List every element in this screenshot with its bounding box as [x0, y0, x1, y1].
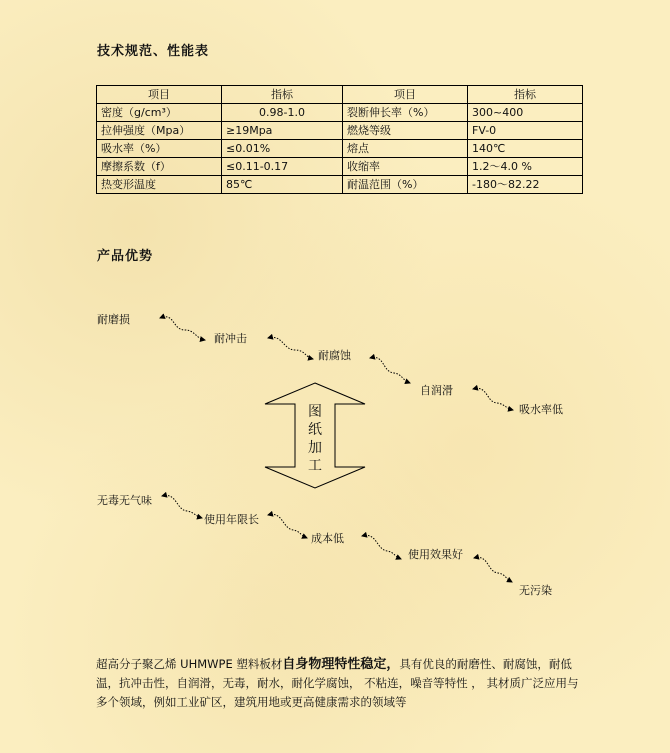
description-rest: 具有优良的耐磨性、耐腐蚀，耐低温，抗冲击性，自润滑，无毒，耐水，耐化学腐蚀， 不粘连，噪音等特性 ， 其材质广泛应用与多个领域，例如工业矿区，建筑用地或更高健康需求的领域等 [96, 657, 579, 709]
spec-section-title: 技术规范、性能表 [97, 44, 210, 59]
table-cell: -180～82.22 [468, 176, 583, 194]
table-header-cell: 指标 [468, 86, 583, 104]
table-header-cell: 项目 [343, 86, 468, 104]
advantage-item: 使用年限长 [204, 513, 259, 526]
table-cell: ≥19Mpa [222, 122, 343, 140]
table-cell: 85℃ [222, 176, 343, 194]
table-cell: ≤0.01% [222, 140, 343, 158]
center-label-char: 加 [308, 440, 322, 456]
table-cell: 140℃ [468, 140, 583, 158]
table-cell: 耐温范围（%） [343, 176, 468, 194]
advantage-item: 耐腐蚀 [318, 349, 351, 362]
table-header-cell: 项目 [97, 86, 222, 104]
table-cell: FV-0 [468, 122, 583, 140]
table-cell: 收缩率 [343, 158, 468, 176]
advantage-item: 使用效果好 [408, 548, 463, 561]
double-arrow-connector [362, 535, 401, 559]
advantage-item: 无毒无气味 [97, 494, 152, 507]
description-emphasis: 自身物理特性稳定， [282, 657, 400, 672]
table-cell: 1.2～4.0 % [468, 158, 583, 176]
double-arrow-connector [474, 557, 512, 582]
table-cell: 裂断伸长率（%） [343, 104, 468, 122]
table-cell: 密度（g/cm³） [97, 104, 222, 122]
advantage-item: 成本低 [311, 532, 344, 545]
table-header-cell: 指标 [222, 86, 343, 104]
double-arrow-connector [473, 388, 513, 410]
table-cell: 拉伸强度（Mpa） [97, 122, 222, 140]
advantage-item: 吸水率低 [519, 403, 563, 416]
double-arrow-connector [160, 317, 205, 340]
table-cell: ≤0.11-0.17 [222, 158, 343, 176]
center-label-char: 工 [308, 458, 322, 474]
table-cell: 吸水率（%） [97, 140, 222, 158]
table-cell: 热变形温度 [97, 176, 222, 194]
advantage-item: 无污染 [519, 584, 552, 597]
description-paragraph [96, 655, 586, 712]
double-arrow-connector [268, 514, 307, 538]
center-label-char: 纸 [308, 422, 322, 438]
advantage-item: 耐磨损 [97, 313, 130, 326]
table-cell: 摩擦系数（f） [97, 158, 222, 176]
double-arrow-connector [268, 337, 313, 359]
advantage-item: 耐冲击 [214, 332, 247, 345]
table-cell: 0.98-1.0 [222, 104, 343, 122]
table-cell: 300~400 [468, 104, 583, 122]
double-arrow-connector [162, 495, 202, 518]
table-cell: 熔点 [343, 140, 468, 158]
center-label-char: 图 [308, 404, 322, 420]
table-cell: 燃烧等级 [343, 122, 468, 140]
advantage-item: 自润滑 [420, 384, 453, 397]
description-prefix: 超高分子聚乙烯 UHMWPE 塑料板材 [96, 657, 283, 671]
advantage-section-title: 产品优势 [97, 249, 154, 264]
double-arrow-connector [370, 357, 410, 383]
